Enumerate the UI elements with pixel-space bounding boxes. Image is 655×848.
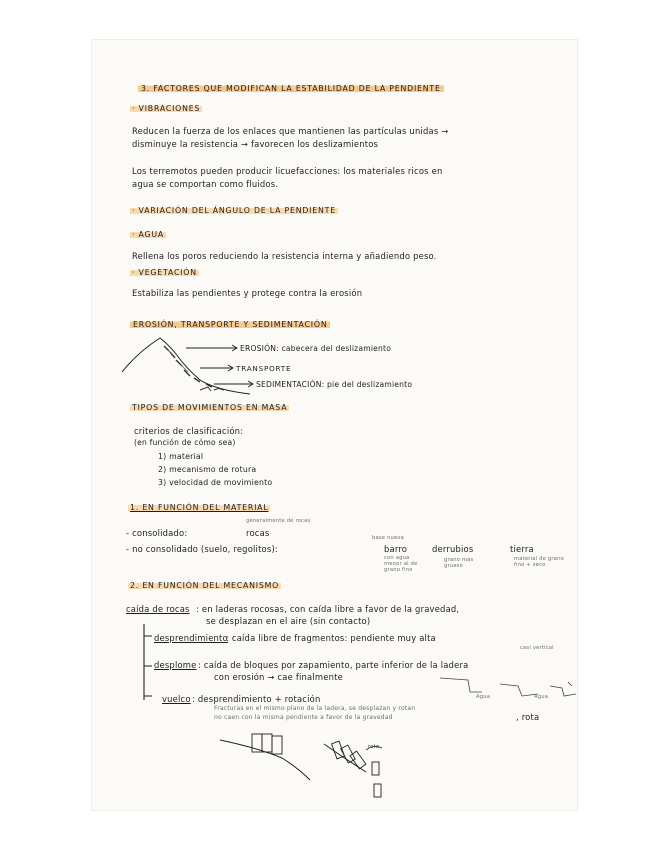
desplome-sketches [438,670,578,702]
angulo-heading: · VARIACIÓN DEL ÁNGULO DE LA PENDIENTE [132,206,336,215]
desprendimiento-text: : caída libre de fragmentos: pendiente muy alta [226,633,436,643]
vuelco-sketch-rota: rota [368,744,380,750]
ets-sedimentacion: SEDIMENTACIÓN: pie del deslizamiento [256,380,413,389]
vibraciones-line-3: Los terremotos pueden producir licuefacciones: los materiales ricos en [132,166,443,176]
derrubios-value: derrubios [432,544,474,554]
tipos-line-1: criterios de clasificación: [134,426,244,436]
vegetacion-line-1: Estabiliza las pendientes y protege contra la erosión [132,288,363,298]
ets-erosion: EROSIÓN: cabecera del deslizamiento [240,344,392,353]
barro-note-3: grano fino [384,567,413,573]
vegetacion-heading: · VEGETACIÓN [132,268,197,277]
tierra-note-2: fino + seco [514,562,546,568]
rocas-note: generalmente de rocas [246,518,311,524]
barro-note-2: menor al de [384,561,418,567]
mecanismo-bracket [140,622,154,702]
tierra-value: tierra [510,544,534,554]
tierra-note-1: material de grano [514,556,564,562]
caida-line-1: : en laderas rocosas, con caída libre a favor de la gravedad, [196,604,460,614]
desprendimiento-label: desprendimiento [154,633,228,643]
tipos-item-3: 3) velocidad de movimiento [158,478,273,487]
rocas-value: rocas [246,528,270,538]
consolidado-label: - consolidado: [126,528,188,538]
tipos-line-2: (en función de cómo sea) [134,438,236,447]
material-title: 1. EN FUNCIÓN DEL MATERIAL [130,503,269,512]
agua-line-1: Rellena los poros reduciendo la resistencia interna y añadiendo peso. [132,251,437,261]
barro-note-1: con agua [384,555,410,561]
derrubios-note-1: grano más [444,557,474,563]
vuelco-label: vuelco [162,694,191,704]
derrubios-note-2: grueso [444,563,463,569]
base-note: base nueva [372,535,405,541]
caida-line-2: se desplazan en el aire (sin contacto) [206,616,371,626]
vuelco-rota: , rota [516,712,540,722]
desplome-line-2: con erosión → cae finalmente [214,672,343,682]
desprendimiento-note: casi vertical [520,645,554,651]
vibraciones-line-2: disminuye la resistencia → favorecen los deslizamientos [132,139,379,149]
no-consolidado-label: - no consolidado (suelo, regolitos): [126,544,278,554]
desplome-line-1: : caída de bloques por zapamiento, parte inferior de la ladera [198,660,469,670]
mecanismo-title: 2. EN FUNCIÓN DEL MECANISMO [130,581,280,590]
caida-label: caída de rocas [126,604,190,614]
vuelco-text: : desprendimiento + rotación [192,694,321,704]
vibraciones-line-4: agua se comportan como fluidos. [132,179,279,189]
desplome-sketch-label-1: Agua [476,694,491,700]
section-3-title: 3. FACTORES QUE MODIFICAN LA ESTABILIDAD DE LA PENDIENTE [138,84,444,94]
agua-heading: · AGUA [132,230,165,239]
tipos-item-2: 2) mecanismo de rotura [158,465,257,474]
tipos-item-1: 1) material [158,452,204,461]
barro-value: barro [384,544,408,554]
ets-transporte: TRANSPORTE [236,364,292,373]
vibraciones-line-1: Reducen la fuerza de los enlaces que mantienen las partículas unidas → [132,126,449,136]
desplome-sketch-label-2: Agua [534,694,549,700]
vuelco-sketches [218,728,408,800]
tipos-title: TIPOS DE MOVIMIENTOS EN MASA [132,403,288,412]
vibraciones-heading: · VIBRACIONES [132,104,201,113]
ets-title: EROSIÓN, TRANSPORTE Y SEDIMENTACIÓN [130,320,330,330]
vuelco-note-1: Fracturas en el mismo plano de la ladera, se desplazan y rotan [214,705,416,712]
vuelco-note-2: no caen con la misma pendiente a favor de la gravedad [214,714,393,721]
desplome-label: desplome [154,660,197,670]
